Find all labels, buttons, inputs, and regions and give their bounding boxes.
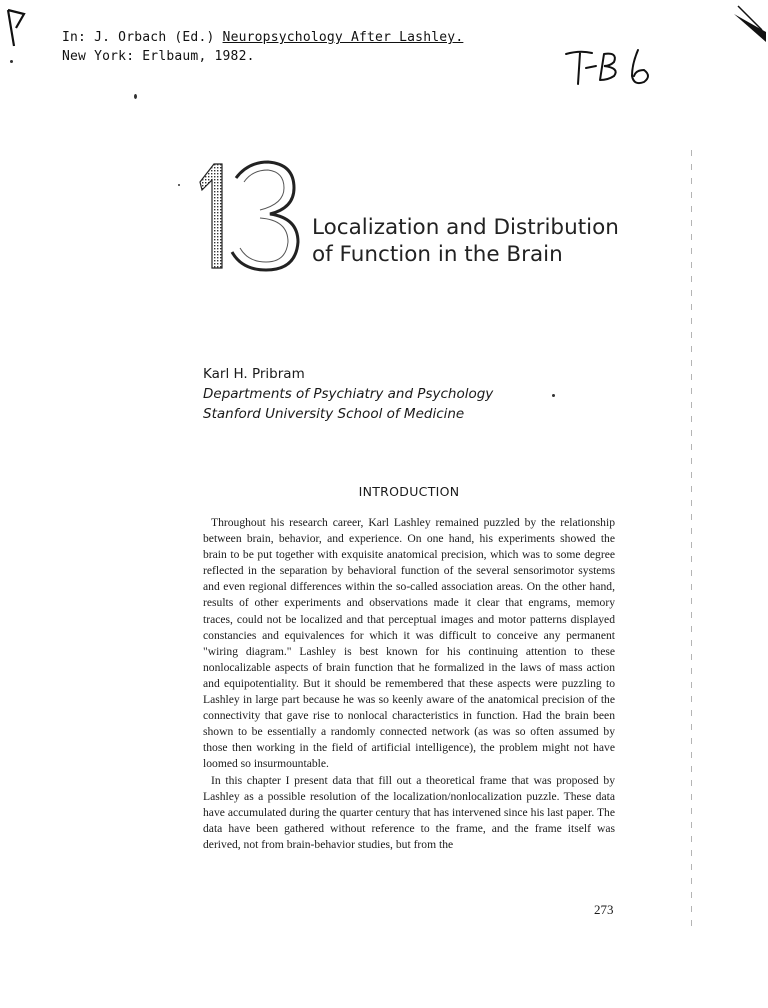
scan-speck	[552, 394, 555, 397]
section-heading-introduction: INTRODUCTION	[358, 484, 460, 499]
author-name: Karl H. Pribram	[203, 366, 305, 382]
citation-editor: In: J. Orbach (Ed.)	[62, 30, 223, 45]
scan-edge-line	[691, 150, 692, 930]
body-paragraph-2: In this chapter I present data that fill out a theoretical frame that was proposed by Lashley as a possible resolution of the localization/nonlocalization puzzle. These data have accumulated during the quarter century that has intervened since his last paper. The data have been gathered without reference to the frame, and the frame itself was derived, not from brain-behavior studies, but from the	[203, 773, 615, 851]
author-affiliation-institution: Stanford University School of Medicine	[203, 406, 465, 422]
chapter-number-graphic	[196, 158, 308, 274]
citation-line-1	[62, 28, 463, 47]
chapter-title-line-1: Localization and Distribution	[312, 215, 619, 240]
citation-header	[62, 28, 463, 66]
handwritten-annotation	[560, 44, 670, 94]
body-paragraph-1: Throughout his research career, Karl Lashley remained puzzled by the relationship between brain, behavior, and experience. On one hand, his experiments showed the brain to be put together with exquisite anatomical precision, which was to some degree reflected in the separation by behavioral function of the several sensorimotor systems and even regional differences within the so-called association areas. On the other hand, results of other experiments and observations made it clear that engrams, memory traces, could not be localized and that perceptual images and motor patterns displayed constancies and equivalences for which it was difficult to conceive any permanent "wiring diagram." Lashley is best known for his continuing attention to these nonlocalizable aspects of brain function that he formalized in the laws of mass action and equipotentiality. But it should be remembered that these aspects were puzzling to Lashley in large part because he was so keenly aware of the anatomical precision of the connectivity that gave rise to nonlocal characteristics in function. Had the brain been shown to be essentially a randomly connected network (as was so often assumed by those then working in the field of artificial intelligence), the problem might not have loomed so insurmountable.	[203, 516, 615, 771]
body-text	[203, 515, 615, 853]
chapter-number-text: 13	[196, 158, 197, 159]
citation-book-title: Neuropsychology After Lashley.	[222, 30, 464, 45]
chapter-title	[312, 214, 619, 268]
chapter-title-line-2: of Function in the Brain	[312, 242, 563, 267]
author-block	[203, 364, 493, 424]
scan-speck	[178, 184, 180, 186]
citation-line-2: New York: Erlbaum, 1982.	[62, 49, 255, 64]
scan-corner-mark-right	[732, 4, 768, 44]
author-affiliation-department: Departments of Psychiatry and Psychology	[203, 386, 494, 402]
scan-speck	[134, 94, 137, 99]
scan-speck	[10, 60, 13, 63]
scan-corner-mark-left	[4, 6, 30, 50]
page-number: 273	[594, 902, 614, 917]
